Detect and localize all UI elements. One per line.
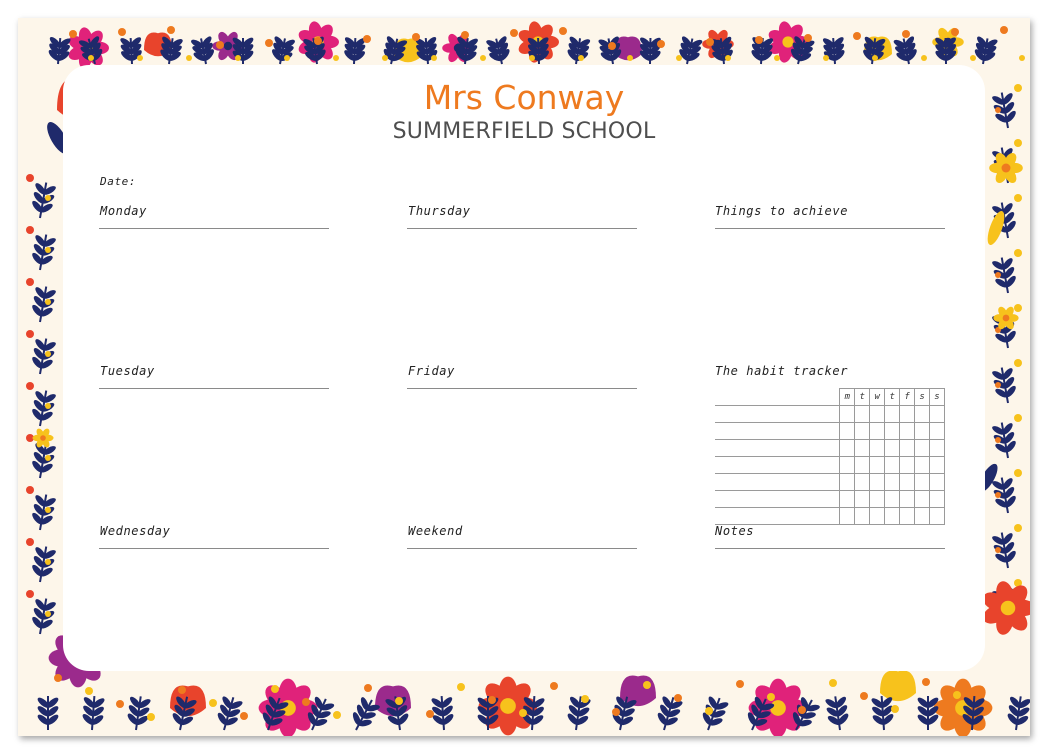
flower-dot <box>995 437 1001 443</box>
flower-dot <box>755 36 763 44</box>
flower-dot <box>382 55 388 61</box>
flower-dot <box>510 29 518 37</box>
flower-dot <box>45 455 51 461</box>
flower-center <box>770 700 786 716</box>
wednesday-line <box>99 548 329 549</box>
flower-dot <box>657 40 665 48</box>
flower-dot <box>314 37 322 45</box>
habit-check-cell <box>885 491 900 508</box>
habit-check-cell <box>930 474 945 491</box>
habit-check-cell <box>870 474 885 491</box>
habit-check-cell <box>885 406 900 423</box>
flower-dot <box>45 507 51 513</box>
habit-row <box>715 440 945 457</box>
flower-dot <box>265 39 273 47</box>
things-to-achieve-line <box>715 228 945 229</box>
flower-dot <box>550 682 558 690</box>
teacher-name: Mrs Conway <box>423 78 625 117</box>
flower-dot <box>970 55 976 61</box>
flower-dot <box>860 692 868 700</box>
habit-check-cell <box>855 508 870 525</box>
flower-dot <box>45 299 51 305</box>
flower-dot <box>891 705 899 713</box>
habit-check-cell <box>930 491 945 508</box>
flower-dot <box>953 691 961 699</box>
habit-check-cell <box>915 457 930 474</box>
habit-row <box>715 423 945 440</box>
flower-dot <box>581 695 589 703</box>
flower-center <box>40 435 46 441</box>
habit-check-cell <box>870 423 885 440</box>
flower-dot <box>736 680 744 688</box>
habit-check-cell <box>930 423 945 440</box>
flower-dot <box>725 55 731 61</box>
flower-center <box>1002 164 1011 173</box>
habit-check-cell <box>870 457 885 474</box>
habit-row <box>715 508 945 525</box>
monday-line <box>99 228 329 229</box>
flower-dot <box>829 679 837 687</box>
flower-dot <box>995 272 1001 278</box>
flower-center <box>1001 601 1016 616</box>
flower-dot <box>26 486 34 494</box>
habit-check-cell <box>840 474 855 491</box>
flower-dot <box>209 699 217 707</box>
flower-dot <box>705 707 713 715</box>
flower-center <box>1003 315 1010 322</box>
flower-dot <box>45 559 51 565</box>
flower-dot <box>116 700 124 708</box>
flower-dot <box>45 611 51 617</box>
habit-check-cell <box>840 457 855 474</box>
notes-label: Notes <box>715 524 755 538</box>
flower-dot <box>706 38 714 46</box>
flower-dot <box>480 55 486 61</box>
flower-dot <box>85 687 93 695</box>
flower-dot <box>627 55 633 61</box>
flower-dot <box>984 704 992 712</box>
flower-dot <box>798 706 806 714</box>
flower-dot <box>612 708 620 716</box>
habit-check-cell <box>870 406 885 423</box>
flower-dot <box>186 55 192 61</box>
flower-dot <box>1014 524 1022 532</box>
flower-dot <box>1000 26 1008 34</box>
flower-dot <box>1014 194 1022 202</box>
habit-check-cell <box>930 406 945 423</box>
habit-check-cell <box>900 491 915 508</box>
habit-check-cell <box>885 423 900 440</box>
habit-check-cell <box>840 423 855 440</box>
flower-dot <box>457 683 465 691</box>
habit-check-cell <box>855 491 870 508</box>
habit-check-cell <box>915 474 930 491</box>
flower-dot <box>643 681 651 689</box>
flower-dot <box>902 30 910 38</box>
habit-day-header: f <box>900 389 915 406</box>
planner-sheet <box>18 18 1030 736</box>
habit-check-cell <box>915 508 930 525</box>
habit-row <box>715 474 945 491</box>
flower-dot <box>674 694 682 702</box>
weekend-label: Weekend <box>408 524 463 538</box>
habit-tracker-label: The habit tracker <box>715 364 849 378</box>
flower-dot <box>395 697 403 705</box>
flower-dot <box>26 330 34 338</box>
date-label: Date: <box>100 175 137 188</box>
flower-dot <box>488 696 496 704</box>
habit-check-cell <box>930 457 945 474</box>
friday-line <box>407 388 637 389</box>
habit-row <box>715 457 945 474</box>
flower-dot <box>1014 304 1022 312</box>
flower-dot <box>26 382 34 390</box>
habit-check-cell <box>855 406 870 423</box>
flower-center <box>782 36 793 47</box>
flower-dot <box>1014 414 1022 422</box>
habit-check-cell <box>870 491 885 508</box>
flower-dot <box>608 42 616 50</box>
flower-dot <box>271 685 279 693</box>
habit-check-cell <box>915 423 930 440</box>
flower-dot <box>1014 469 1022 477</box>
habit-day-header: m <box>840 389 855 406</box>
habit-check-cell <box>900 406 915 423</box>
flower-dot <box>995 547 1001 553</box>
habit-check-cell <box>840 406 855 423</box>
flower-dot <box>519 709 527 717</box>
habit-name-cell <box>715 474 840 491</box>
habit-name-cell <box>715 440 840 457</box>
habit-check-cell <box>930 508 945 525</box>
flower-dot <box>69 30 77 38</box>
flower-dot <box>45 351 51 357</box>
habit-day-header: t <box>885 389 900 406</box>
flower-dot <box>529 55 535 61</box>
habit-check-cell <box>885 457 900 474</box>
flower-dot <box>774 55 780 61</box>
wednesday-label: Wednesday <box>100 524 171 538</box>
habit-check-cell <box>915 491 930 508</box>
weekend-line <box>407 548 637 549</box>
flower-dot <box>147 713 155 721</box>
habit-name-cell <box>715 423 840 440</box>
habit-check-cell <box>840 440 855 457</box>
habit-name-cell <box>715 406 840 423</box>
flower-dot <box>559 27 567 35</box>
habit-name-cell <box>715 457 840 474</box>
flower-dot <box>216 41 224 49</box>
flower-dot <box>1014 249 1022 257</box>
habit-name-cell <box>715 491 840 508</box>
flower-dot <box>118 28 126 36</box>
school-name: SUMMERFIELD SCHOOL <box>392 119 656 144</box>
flower-dot <box>676 55 682 61</box>
habit-day-header: s <box>930 389 945 406</box>
habit-day-header: w <box>870 389 885 406</box>
habit-check-cell <box>870 440 885 457</box>
flower-dot <box>45 247 51 253</box>
flower-dot <box>872 55 878 61</box>
flower-center <box>500 698 516 714</box>
flower-dot <box>235 55 241 61</box>
monday-label: Monday <box>100 204 147 218</box>
things-to-achieve-label: Things to achieve <box>715 204 849 218</box>
flower-dot <box>995 382 1001 388</box>
flower-dot <box>363 35 371 43</box>
tuesday-line <box>99 388 329 389</box>
habit-check-cell <box>855 440 870 457</box>
flower-dot <box>1019 55 1025 61</box>
flower-dot <box>26 278 34 286</box>
flower-dot <box>804 34 812 42</box>
flower-dot <box>1014 359 1022 367</box>
flower-dot <box>461 31 469 39</box>
thursday-line <box>407 228 637 229</box>
flower-dot <box>412 33 420 41</box>
habit-header-row <box>715 389 945 406</box>
habit-row <box>715 491 945 508</box>
flower-center <box>224 42 232 50</box>
habit-check-cell <box>885 508 900 525</box>
habit-check-cell <box>855 457 870 474</box>
flower-dot <box>88 55 94 61</box>
tuesday-label: Tuesday <box>100 364 155 378</box>
flower-dot <box>284 55 290 61</box>
habit-check-cell <box>870 508 885 525</box>
flower-dot <box>26 226 34 234</box>
habit-check-cell <box>855 423 870 440</box>
flower-dot <box>26 538 34 546</box>
habit-check-cell <box>915 440 930 457</box>
flower-dot <box>995 492 1001 498</box>
flower-dot <box>431 55 437 61</box>
flower-dot <box>45 403 51 409</box>
flower-dot <box>178 686 186 694</box>
flower-dot <box>578 55 584 61</box>
flower-dot <box>26 174 34 182</box>
habit-check-cell <box>885 474 900 491</box>
flower-dot <box>921 55 927 61</box>
flower-dot <box>951 28 959 36</box>
flower-dot <box>167 26 175 34</box>
flower-dot <box>922 678 930 686</box>
habit-check-cell <box>885 440 900 457</box>
flower-dot <box>137 55 143 61</box>
flower-dot <box>333 711 341 719</box>
flower-dot <box>767 693 775 701</box>
habit-check-cell <box>855 474 870 491</box>
flower-dot <box>333 55 339 61</box>
flower-dot <box>823 55 829 61</box>
habit-check-cell <box>840 508 855 525</box>
friday-label: Friday <box>408 364 455 378</box>
flower-dot <box>426 710 434 718</box>
flower-dot <box>853 32 861 40</box>
habit-name-cell <box>715 389 840 406</box>
habit-day-header: s <box>915 389 930 406</box>
habit-check-cell <box>900 440 915 457</box>
habit-row <box>715 406 945 423</box>
thursday-label: Thursday <box>408 204 471 218</box>
habit-check-cell <box>900 508 915 525</box>
habit-check-cell <box>915 406 930 423</box>
habit-check-cell <box>900 474 915 491</box>
flower-dot <box>54 674 62 682</box>
tulip-flower <box>880 671 916 702</box>
notes-line <box>715 548 945 549</box>
flower-dot <box>302 698 310 706</box>
flower-dot <box>26 590 34 598</box>
habit-check-cell <box>900 423 915 440</box>
flower-dot <box>240 712 248 720</box>
habit-day-header: t <box>855 389 870 406</box>
habit-check-cell <box>840 491 855 508</box>
habit-tracker-grid <box>715 388 945 514</box>
flower-dot <box>45 195 51 201</box>
habit-check-cell <box>900 457 915 474</box>
habit-check-cell <box>930 440 945 457</box>
habit-name-cell <box>715 508 840 525</box>
flower-dot <box>364 684 372 692</box>
